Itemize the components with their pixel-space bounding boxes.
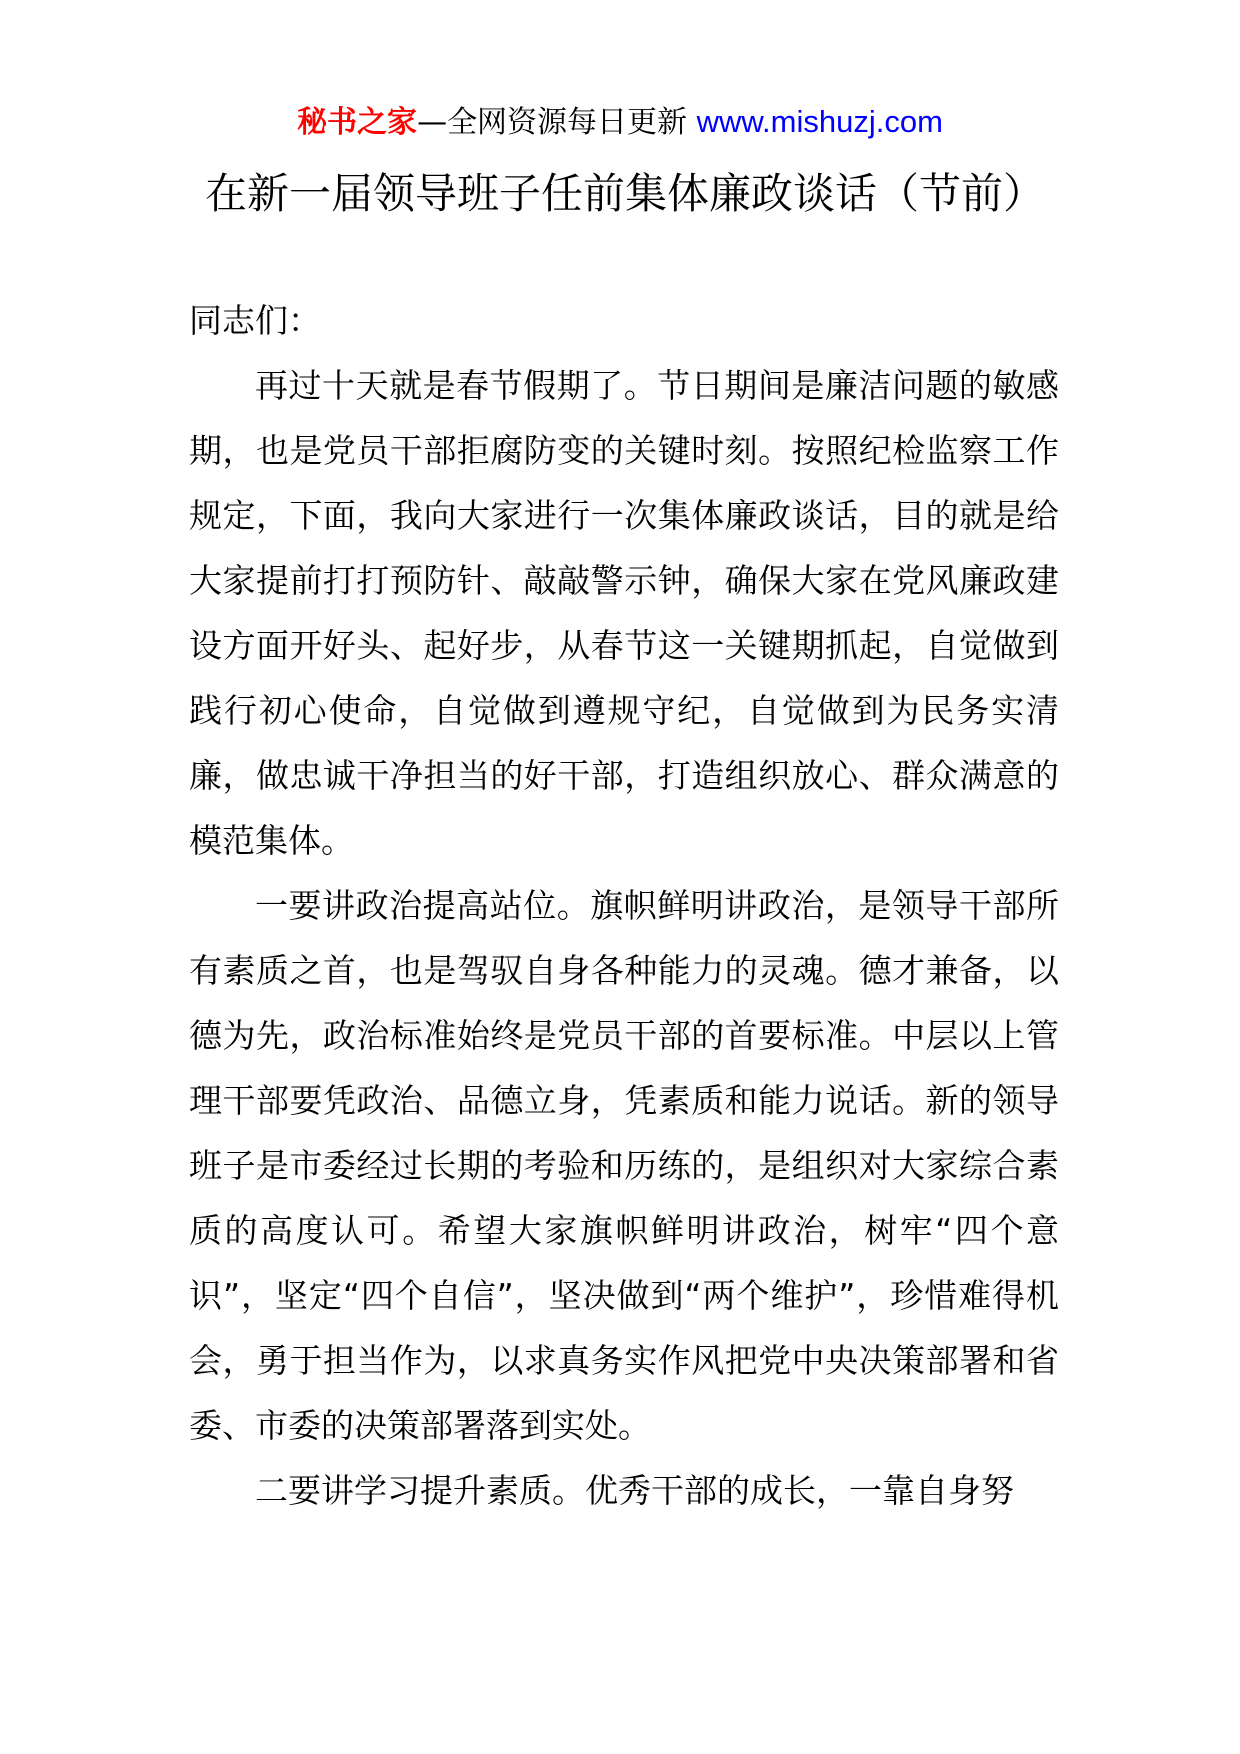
site-header (0, 100, 1240, 145)
salutation: 同志们： (189, 301, 321, 340)
paragraph-intro: 再过十天就是春节假期了。节日期间是廉洁问题的敏感期，也是党员干部拒腐防变的关键时刻。按照纪检监察工作规定，下面，我向大家进行一次集体廉政谈话，目的就是给大家提前打打预防针、敲敲警示钟，确保大家在党风廉政建设方面开好头、起好步，从春节这一关键期抓起，自觉做到践行初心使命，自觉做到遵规守纪，自觉做到为民务实清廉，做忠诚干净担当的好干部，打造组织放心、群众满意的模范集体。 (189, 366, 1059, 860)
site-brand: 秘书之家 (297, 105, 418, 140)
paragraph-learning: 二要讲学习提升素质。优秀干部的成长，一靠自身努 (255, 1471, 1014, 1510)
site-tagline: —全网资源每日更新 (417, 105, 697, 140)
paragraph-politics: 一要讲政治提高站位。旗帜鲜明讲政治，是领导干部所有素质之首，也是驾驭自身各种能力的灵魂。德才兼备，以德为先，政治标准始终是党员干部的首要标准。中层以上管理干部要凭政治、品德立身，凭素质和能力说话。新的领导班子是市委经过长期的考验和历练的，是组织对大家综合素质的高度认可。希望大家旗帜鲜明讲政治，树牢“四个意识”，坚定“四个自信”，坚决做到“两个维护”，珍惜难得机会，勇于担当作为，以求真务实作风把党中央决策部署和省委、市委的决策部署落到实处。 (189, 886, 1059, 1445)
document-body (189, 288, 1059, 1523)
document-title: 在新一届领导班子任前集体廉政谈话（节前） (204, 169, 1045, 218)
site-url-link[interactable]: www.mishuzj.com (696, 104, 943, 139)
